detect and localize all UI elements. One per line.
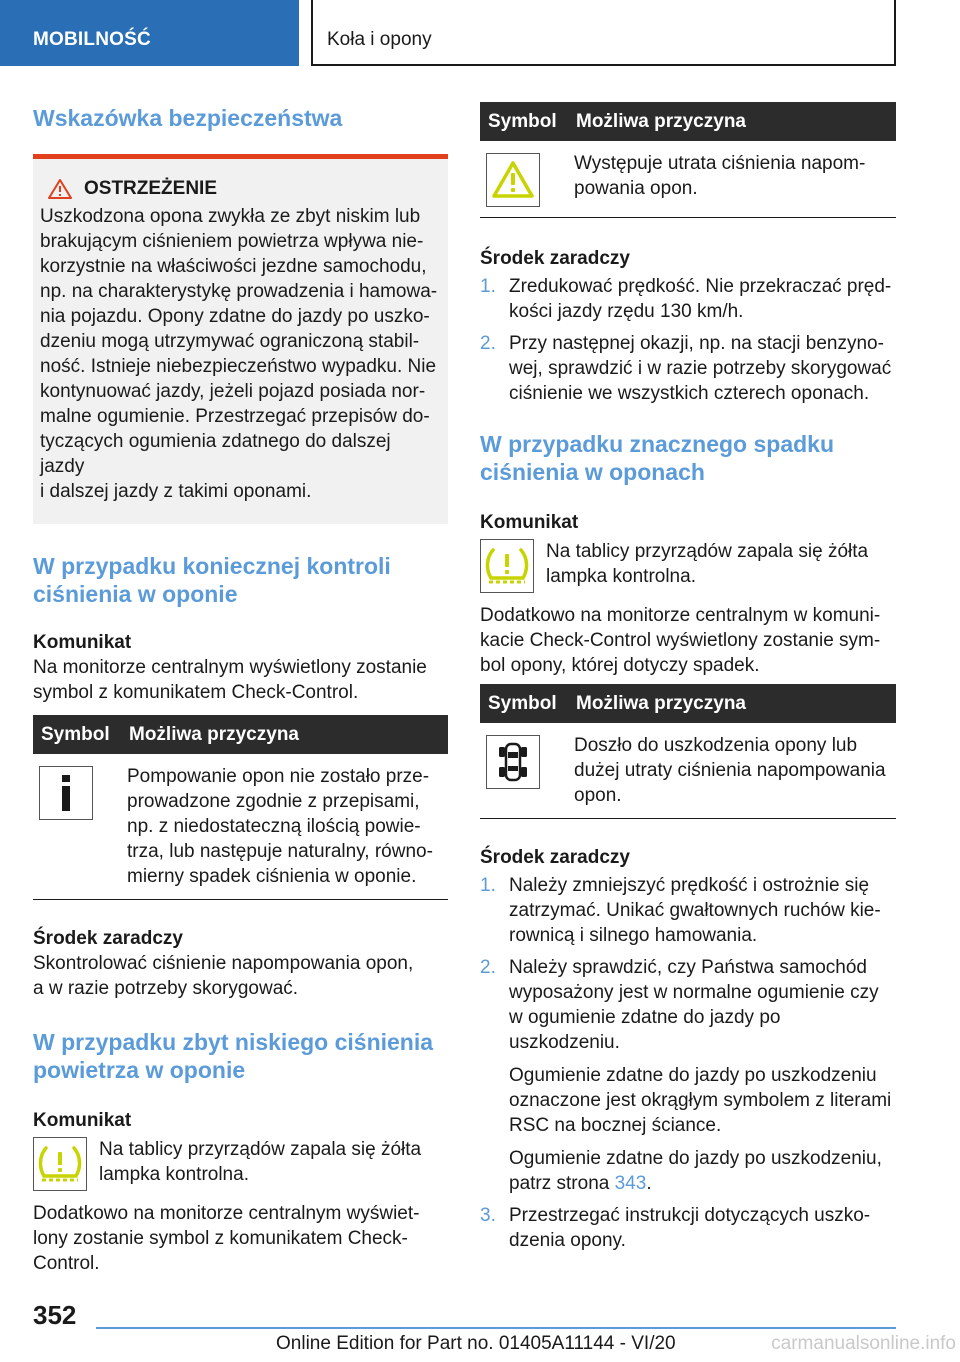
sig-symbol-table: [480, 684, 896, 819]
check-symbol-table: [33, 715, 448, 900]
table-header-cause: Możliwa przyczyna: [568, 684, 896, 723]
info-icon: [39, 766, 93, 820]
table-header-cause: Możliwa przyczyna: [568, 102, 896, 141]
edition-text: Online Edition for Part no. 01405A11144 - VI/20: [276, 1333, 676, 1354]
chapter-tab[interactable]: Koła i opony: [311, 0, 896, 66]
low-message-subheading: Komunikat: [33, 1110, 132, 1131]
list-item: 1. Należy zmniejszyć prędkość i ostrożnie się zatrzymać. Unikać gwałtownych ruchów kie- rownicą i silnego hamowania.: [480, 875, 881, 946]
warning-title-text: OSTRZEŻENIE: [84, 178, 218, 199]
sig-message-subheading: Komunikat: [480, 512, 579, 533]
low-message-text: Na tablicy przyrządów zapala się żółta lampka kontrolna.: [99, 1139, 422, 1185]
low-cause-text: Występuje utrata ciśnienia napom- powania opon.: [568, 141, 896, 218]
significant-loss-heading: W przypadku znacznego spadku ciśnienia w oponach: [480, 431, 834, 485]
tire-pressure-warning-icon: [480, 539, 534, 593]
sig-message-line: [480, 539, 896, 593]
sig-cause-text: Doszło do uszkodzenia opony lub dużej utraty ciśnienia napompowania opon.: [568, 723, 896, 819]
list-item: 2. Należy sprawdzić, czy Państwa samochód wyposażony jest w normalne ogumienie czy w ogumienie zdatne do jazdy po uszkodzeniu. Ogumienie zdatne do jazdy po uszkodzeniu oznaczone jest okrągłym symbolem z literami RSC na bocznej ściance. Ogumienie zdatne do jazdy po uszkodzeniu, patrz strona 343.: [480, 957, 892, 1194]
check-cause-text: Pompowanie opon nie zostało prze- prowadzone zgodnie z przepisami, np. z niedostateczną ilością powie- trza, lub następuje naturalny, równo- mierny spadek ciśnienia w oponie.: [121, 754, 448, 900]
check-message-subheading: Komunikat: [33, 632, 132, 653]
table-row: [33, 754, 448, 900]
warning-box: [33, 154, 448, 524]
remedy-subheading: Środek zaradczy: [33, 928, 183, 949]
check-pressure-heading: W przypadku koniecznej kontroli ciśnienia w oponie: [33, 553, 391, 607]
page-number: 352: [33, 1300, 77, 1330]
sig-additional-text: Dodatkowo na monitorze centralnym w komuni- kacie Check-Control wyświetlony zostanie sym- bol opony, której dotyczy spadek.: [480, 605, 881, 676]
footer-divider: [96, 1327, 896, 1329]
low-pressure-heading: W przypadku zbyt niskiego ciśnienia powietrza w oponie: [33, 1029, 434, 1083]
warning-title: [40, 177, 440, 201]
table-header-cause: Możliwa przyczyna: [121, 715, 448, 754]
table-header-symbol: Symbol: [33, 715, 121, 754]
remedy2-steps-list: [480, 873, 896, 1253]
car-tires-icon: [486, 735, 540, 789]
low-message-line: [33, 1137, 448, 1191]
low-additional-text: Dodatkowo na monitorze centralnym wyświet- lony zostanie symbol z komunikatem Check- Control.: [33, 1203, 420, 1274]
remedy-steps-list: [480, 274, 896, 406]
safety-heading: Wskazówka bezpieczeństwa: [33, 105, 343, 131]
list-item: 1. Zredukować prędkość. Nie przekraczać pręd- kości jazdy rzędu 130 km/h.: [480, 276, 892, 322]
table-row: [480, 141, 896, 218]
tire-pressure-warning-icon: [33, 1137, 87, 1191]
list-item: 3. Przestrzegać instrukcji dotyczących uszko- dzenia opony.: [480, 1205, 871, 1251]
left-column: [33, 100, 448, 1276]
check-message-text: Na monitorze centralnym wyświetlony zostanie symbol z komunikatem Check-Control.: [33, 657, 427, 703]
remedy-subheading: Środek zaradczy: [480, 248, 630, 269]
low-symbol-table: [480, 102, 896, 218]
section-tab[interactable]: MOBILNOŚĆ: [0, 0, 299, 66]
remedy-text: Skontrolować ciśnienie napompowania opon, a w razie potrzeby skorygować.: [33, 953, 414, 999]
table-header-symbol: Symbol: [480, 102, 568, 141]
yellow-warning-triangle-icon: [486, 153, 540, 207]
table-row: [480, 723, 896, 819]
page-343-link[interactable]: 343: [614, 1173, 647, 1194]
warning-text: Uszkodzona opona zwykła ze zbyt niskim lub brakującym ciśnieniem powietrza wpływa nie- korzystnie na właściwości jezdne samochodu, np. na charakterystykę prowadzenia i hamowa- nia pojazdu. Opony zdatne do jazdy po uszko- dzeniu mogą utrzymywać ograniczoną stabil- ność. Istnieje niebezpieczeństwo wypadku. Nie kontynuować jazdy, jeżeli pojazd posiada nor- malne ogumienie. Przestrzegać przepisów do- tyczących ogumienia zdatnego do dalszej jazdy i dalszej jazdy z takimi oponami.: [40, 206, 438, 502]
list-item: 2. Przy następnej okazji, np. na stacji benzyno- wej, sprawdzić i w razie potrzeby skorygować ciśnienie we wszystkich czterech oponach.: [480, 333, 892, 404]
right-column: [480, 102, 896, 1260]
remedy2-subheading: Środek zaradczy: [480, 847, 630, 868]
watermark: carmanualsonline.info: [771, 1333, 956, 1354]
table-header-symbol: Symbol: [480, 684, 568, 723]
warning-triangle-icon: [48, 179, 72, 199]
sig-message-text: Na tablicy przyrządów zapala się żółta lampka kontrolna.: [546, 541, 869, 587]
